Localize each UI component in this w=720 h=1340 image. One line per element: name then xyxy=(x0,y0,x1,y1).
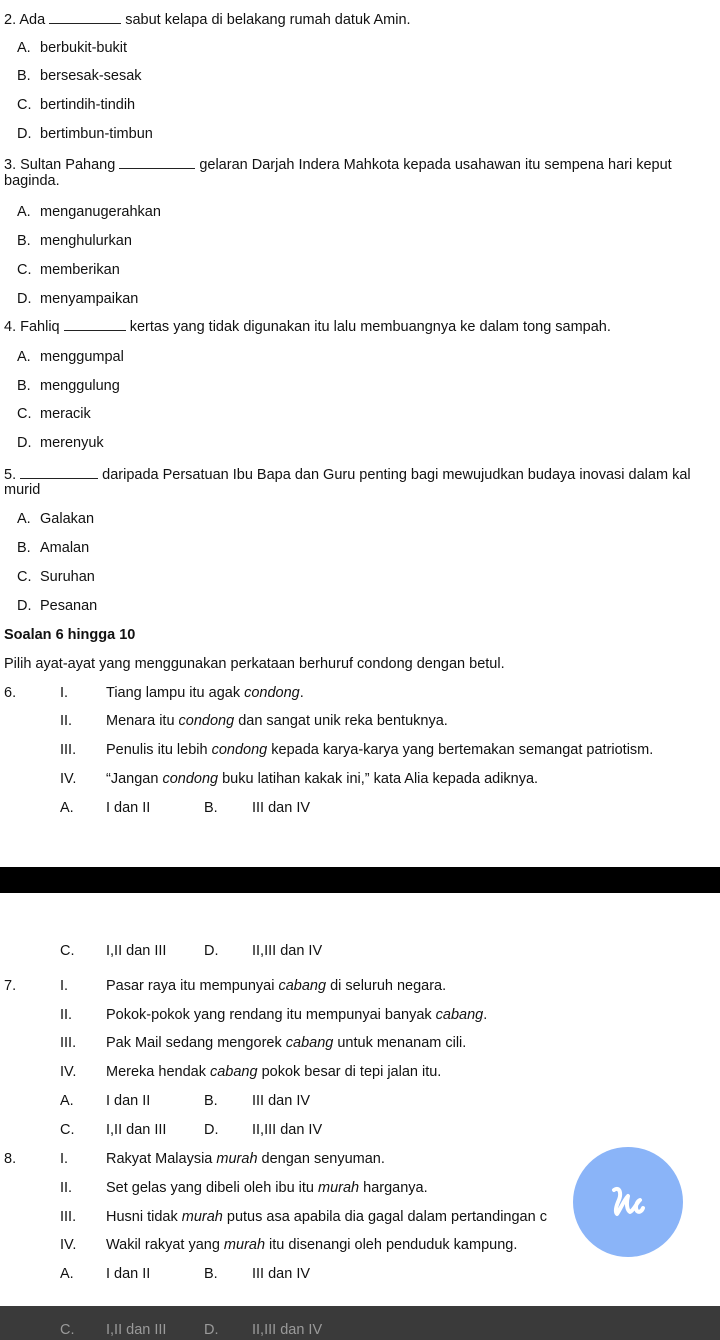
option-text: Amalan xyxy=(40,540,90,556)
statement-text: “Jangan xyxy=(106,771,163,787)
option-letter: A. xyxy=(17,511,31,527)
italic-word: cabang xyxy=(278,978,327,994)
question-4-stem xyxy=(4,318,611,336)
question-5-stem xyxy=(4,466,691,484)
roman-numeral: II. xyxy=(60,713,73,729)
answer-c[interactable] xyxy=(60,1321,166,1339)
italic-word: murah xyxy=(318,1180,360,1196)
answer-d[interactable] xyxy=(204,942,322,960)
answer-text: II,III dan IV xyxy=(252,943,323,959)
statement-text: Penulis itu lebih xyxy=(106,742,212,758)
question-number: 2. xyxy=(4,12,17,28)
answer-text: II,III dan IV xyxy=(252,1122,323,1138)
page-divider xyxy=(0,867,720,893)
statement-text: Rakyat Malaysia xyxy=(106,1151,217,1167)
italic-word: condong xyxy=(211,742,268,758)
question-text-post: daripada Persatuan Ibu Bapa dan Guru penting bagi mewujudkan budaya inovasi dalam kal xyxy=(102,467,691,483)
italic-word: cabang xyxy=(435,1007,484,1023)
option-b[interactable] xyxy=(17,377,120,395)
statement-text: pokok besar di tepi jalan itu. xyxy=(257,1064,442,1080)
answer-blank xyxy=(119,156,195,169)
question-text-post: kertas yang tidak digunakan itu lalu membuangnya ke dalam tong sampah. xyxy=(129,319,611,335)
answer-letter: D. xyxy=(204,1122,219,1138)
statement-text: Set gelas yang dibeli oleh ibu itu xyxy=(106,1180,319,1196)
statement-i xyxy=(60,977,446,995)
italic-word: cabang xyxy=(209,1064,258,1080)
roman-numeral: I. xyxy=(60,685,69,701)
roman-numeral: IV. xyxy=(60,1237,77,1253)
option-text: Pesanan xyxy=(40,598,98,614)
answer-letter: B. xyxy=(204,1266,218,1282)
statement-ii xyxy=(60,1006,487,1024)
roman-numeral: IV. xyxy=(60,1064,77,1080)
option-text: menghulurkan xyxy=(40,233,132,249)
statement-text: Husni tidak xyxy=(106,1209,182,1225)
option-letter: C. xyxy=(17,97,32,113)
italic-word: condong xyxy=(244,685,300,701)
statement-text: . xyxy=(299,685,304,701)
statement-iv xyxy=(60,1236,517,1254)
option-text: menganugerahkan xyxy=(40,204,161,220)
option-letter: D. xyxy=(17,598,32,614)
option-text: menggumpal xyxy=(40,349,124,365)
option-text: Galakan xyxy=(40,511,95,527)
option-c[interactable] xyxy=(17,261,120,279)
option-text: bertimbun-timbun xyxy=(40,126,153,142)
answer-text: III dan IV xyxy=(252,1266,311,1282)
answer-text: III dan IV xyxy=(252,1093,311,1109)
option-letter: C. xyxy=(17,406,32,422)
statement-text: Menara itu xyxy=(106,713,179,729)
answer-text: I,II dan III xyxy=(106,943,167,959)
answer-letter: D. xyxy=(204,943,219,959)
statement-text: Pokok-pokok yang rendang itu mempunyai banyak xyxy=(106,1007,436,1023)
question-number: 4. xyxy=(4,319,17,335)
section-instruction: Pilih ayat-ayat yang menggunakan perkataan berhuruf condong dengan betul. xyxy=(4,656,505,672)
answer-letter: C. xyxy=(60,1322,75,1338)
answer-c[interactable] xyxy=(60,942,166,960)
question-2-stem xyxy=(4,11,411,29)
answer-letter: B. xyxy=(204,800,218,816)
option-letter: B. xyxy=(17,68,31,84)
option-d[interactable] xyxy=(17,597,97,615)
roman-numeral: II. xyxy=(60,1007,73,1023)
option-letter: A. xyxy=(17,40,31,56)
option-text: berbukit-bukit xyxy=(40,40,128,56)
option-b[interactable] xyxy=(17,232,132,250)
roman-numeral: III. xyxy=(60,1209,77,1225)
edit-fab-button[interactable] xyxy=(573,1147,683,1257)
answer-letter: B. xyxy=(204,1093,218,1109)
statement-text: di seluruh negara. xyxy=(326,978,447,994)
option-b[interactable] xyxy=(17,539,89,557)
option-text: memberikan xyxy=(40,262,120,278)
option-text: menggulung xyxy=(40,378,120,394)
answer-blank xyxy=(20,466,98,479)
option-letter: A. xyxy=(17,349,31,365)
question-text-post: sabut kelapa di belakang rumah datuk Amin. xyxy=(125,12,411,28)
option-letter: B. xyxy=(17,378,31,394)
option-letter: D. xyxy=(17,291,32,307)
statement-ii xyxy=(60,1179,428,1197)
question-3-continuation: baginda. xyxy=(4,173,60,189)
section-heading: Soalan 6 hingga 10 xyxy=(4,627,136,643)
statement-text: harganya. xyxy=(359,1180,428,1196)
statement-ii xyxy=(60,712,448,730)
answer-letter: A. xyxy=(60,800,74,816)
bottom-overlay xyxy=(0,1306,720,1340)
option-text: Suruhan xyxy=(40,569,95,585)
question-text-post: gelaran Darjah Indera Mahkota kepada usahawan itu sempena hari keput xyxy=(199,157,672,173)
question-number: 8. xyxy=(4,1151,17,1167)
question-3-stem xyxy=(4,156,672,174)
statement-text: dan sangat unik reka bentuknya. xyxy=(234,713,448,729)
answer-text: I dan II xyxy=(106,800,151,816)
answer-d[interactable] xyxy=(204,1321,322,1339)
option-a[interactable] xyxy=(17,203,161,221)
statement-text: kepada karya-karya yang bertemakan semangat patriotism. xyxy=(267,742,654,758)
option-b[interactable] xyxy=(17,67,142,85)
option-text: bertindih-tindih xyxy=(40,97,136,113)
roman-numeral: I. xyxy=(60,978,69,994)
answer-a[interactable] xyxy=(60,799,150,817)
answer-text: I dan II xyxy=(106,1093,151,1109)
answer-d[interactable] xyxy=(204,1121,322,1139)
answer-text: III dan IV xyxy=(252,800,311,816)
question-number: 3. xyxy=(4,157,17,173)
italic-word: murah xyxy=(223,1237,266,1253)
option-text: menyampaikan xyxy=(40,291,139,307)
answer-a[interactable] xyxy=(60,1092,150,1110)
italic-word: murah xyxy=(181,1209,223,1225)
option-letter: B. xyxy=(17,540,31,556)
answer-letter: D. xyxy=(204,1322,219,1338)
pen-edit-icon xyxy=(606,1180,650,1224)
answer-text: II,III dan IV xyxy=(252,1322,323,1338)
question-text-pre: Ada xyxy=(19,12,46,28)
italic-word: condong xyxy=(178,713,235,729)
statement-text: Pak Mail sedang mengorek xyxy=(106,1035,286,1051)
answer-text: I dan II xyxy=(106,1266,151,1282)
answer-letter: A. xyxy=(60,1266,74,1282)
answer-blank xyxy=(49,11,121,24)
answer-letter: A. xyxy=(60,1093,74,1109)
statement-iv xyxy=(60,770,538,788)
answer-text: I,II dan III xyxy=(106,1322,167,1338)
option-letter: D. xyxy=(17,126,32,142)
statement-text: Pasar raya itu mempunyai xyxy=(106,978,279,994)
statement-text: untuk menanam cili. xyxy=(333,1035,467,1051)
answer-b[interactable] xyxy=(204,1265,310,1283)
answer-c[interactable] xyxy=(60,1121,166,1139)
statement-text: itu disenangi oleh penduduk kampung. xyxy=(265,1237,518,1253)
option-c[interactable] xyxy=(17,405,91,423)
option-letter: C. xyxy=(17,569,32,585)
statement-text: Tiang lampu itu agak xyxy=(106,685,245,701)
roman-numeral: III. xyxy=(60,742,77,758)
option-a[interactable] xyxy=(17,39,127,57)
roman-numeral: IV. xyxy=(60,771,77,787)
answer-letter: C. xyxy=(60,1122,75,1138)
option-d[interactable] xyxy=(17,290,138,308)
italic-word: murah xyxy=(216,1151,258,1167)
answer-b[interactable] xyxy=(204,799,310,817)
question-text-pre: Fahliq xyxy=(20,319,60,335)
option-text: bersesak-sesak xyxy=(40,68,142,84)
answer-a[interactable] xyxy=(60,1265,150,1283)
statement-text: putus asa apabila dia gagal dalam pertandingan c xyxy=(222,1209,547,1225)
answer-letter: C. xyxy=(60,943,75,959)
statement-iii xyxy=(60,741,653,759)
question-number: 6. xyxy=(4,685,17,701)
option-letter: C. xyxy=(17,262,32,278)
option-c[interactable] xyxy=(17,96,135,114)
option-text: meracik xyxy=(40,406,91,422)
option-a[interactable] xyxy=(17,348,124,366)
statement-i xyxy=(60,1150,385,1168)
statement-text: Wakil rakyat yang xyxy=(106,1237,224,1253)
answer-b[interactable] xyxy=(204,1092,310,1110)
statement-text: . xyxy=(483,1007,488,1023)
statement-iv xyxy=(60,1063,441,1081)
statement-text: Mereka hendak xyxy=(106,1064,210,1080)
statement-text: dengan senyuman. xyxy=(257,1151,385,1167)
italic-word: condong xyxy=(162,771,219,787)
statement-iii xyxy=(60,1034,466,1052)
question-5-continuation: murid xyxy=(4,482,41,498)
answer-blank xyxy=(64,318,126,331)
statement-text: buku latihan kakak ini,” kata Alia kepada adiknya. xyxy=(218,771,539,787)
question-number: 7. xyxy=(4,978,17,994)
option-c[interactable] xyxy=(17,568,95,586)
question-text-pre: Sultan Pahang xyxy=(20,157,116,173)
question-number: 5. xyxy=(4,467,17,483)
italic-word: cabang xyxy=(285,1035,334,1051)
option-letter: B. xyxy=(17,233,31,249)
option-letter: D. xyxy=(17,435,32,451)
roman-numeral: II. xyxy=(60,1180,73,1196)
option-a[interactable] xyxy=(17,510,94,528)
roman-numeral: I. xyxy=(60,1151,69,1167)
statement-i xyxy=(60,684,304,702)
option-d[interactable] xyxy=(17,434,104,452)
answer-text: I,II dan III xyxy=(106,1122,167,1138)
option-text: merenyuk xyxy=(40,435,104,451)
option-letter: A. xyxy=(17,204,31,220)
roman-numeral: III. xyxy=(60,1035,77,1051)
option-d[interactable] xyxy=(17,125,153,143)
